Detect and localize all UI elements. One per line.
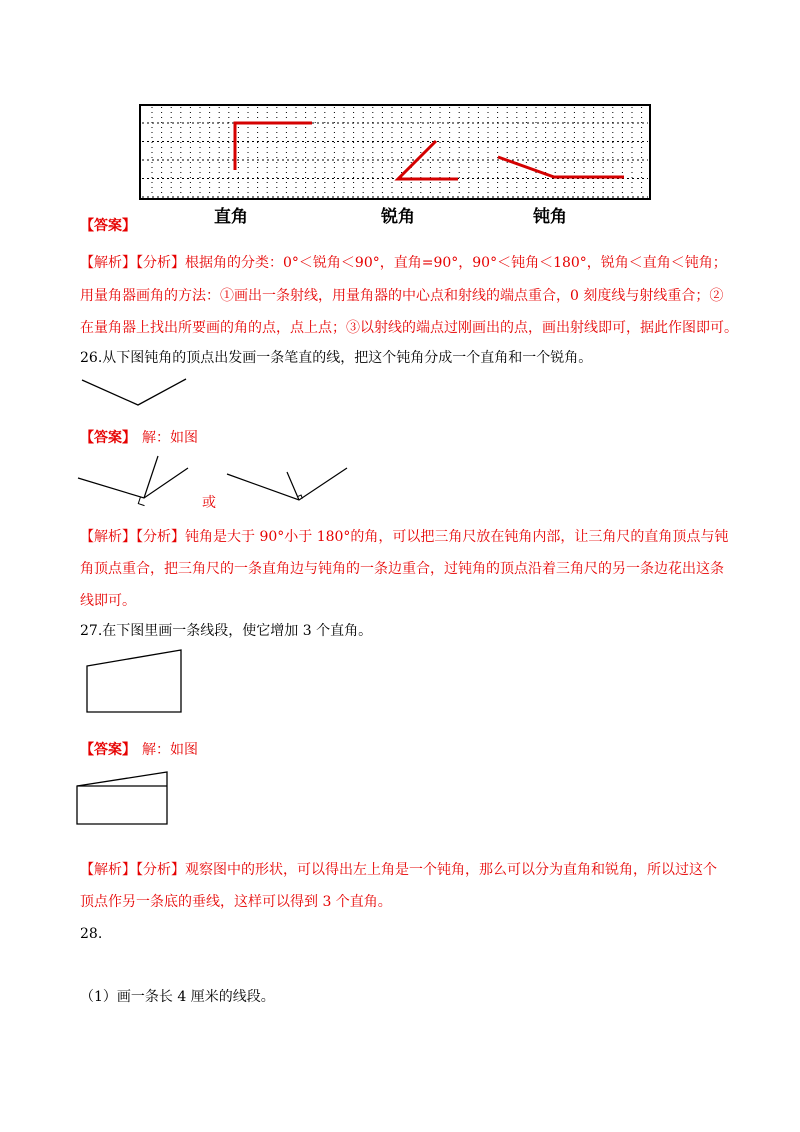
q26-analysis-line-2: 角顶点重合，把三角尺的一条直角边与钝角的一条边重合，过钝角的顶点沿着三角尺的另一条边花出这条: [80, 561, 724, 577]
q26-analysis-line-3: 线即可。: [80, 593, 136, 609]
q28-subquestion-1: （1）画一条长 4 厘米的线段。: [80, 989, 275, 1005]
q26-answer: [80, 428, 198, 448]
q27-answer-text: 解：如图: [142, 742, 198, 758]
q26-obtuse-angle-figure: [80, 376, 190, 411]
q27-answer-figure: [75, 770, 175, 828]
q28-number: 28.: [80, 926, 103, 942]
q27-analysis-line-1: 【解析】【分析】观察图中的形状，可以得出左上角是一个钝角，那么可以分为直角和锐角，所以过这个: [80, 862, 717, 878]
q25-analysis-line-2: 用量角器画角的方法：①画出一条射线，用量角器的中心点和射线的端点重合，0 刻度线与射线重合；②: [80, 288, 724, 304]
q26-answer-figure-1: [76, 456, 196, 501]
q26-answer-figure-2: [225, 466, 350, 506]
q27-analysis-line-2: 顶点作另一条底的垂线，这样可以得到 3 个直角。: [80, 894, 392, 910]
q26-analysis-line-1: 【解析】【分析】钝角是大于 90°小于 180°的角，可以把三角尺放在钝角内部，让三角尺的直角顶点与钝: [80, 529, 729, 545]
label-right-angle: 直角: [214, 207, 248, 227]
q26-or-text: 或: [202, 495, 216, 511]
q25-analysis-line-3: 在量角器上找出所要画的角的点，点上点；③以射线的端点过刚画出的点，画出射线即可，据此作图即可。: [80, 320, 738, 336]
right-angle-drawing: [235, 123, 312, 170]
q27-answer: [80, 740, 198, 760]
q25-answer-label: 【答案】: [80, 218, 136, 234]
label-acute-angle: 锐角: [381, 207, 415, 227]
q26-answer-label: 【答案】: [80, 430, 136, 446]
q27-question: 27.在下图里画一条线段，使它增加 3 个直角。: [80, 623, 373, 639]
q25-analysis-line-1: 【解析】【分析】根据角的分类：0°＜锐角＜90°，直角=90°，90°＜钝角＜180°，锐角＜直角＜钝角；: [80, 255, 727, 271]
q26-answer-text: 解：如图: [142, 430, 198, 446]
label-obtuse-angle: 钝角: [533, 207, 567, 227]
angle-grid-figure: [140, 105, 650, 200]
q27-quadrilateral-figure: [85, 648, 195, 716]
q27-answer-label: 【答案】: [80, 742, 136, 758]
q26-question: 26.从下图钝角的顶点出发画一条笔直的线，把这个钝角分成一个直角和一个锐角。: [80, 350, 593, 366]
